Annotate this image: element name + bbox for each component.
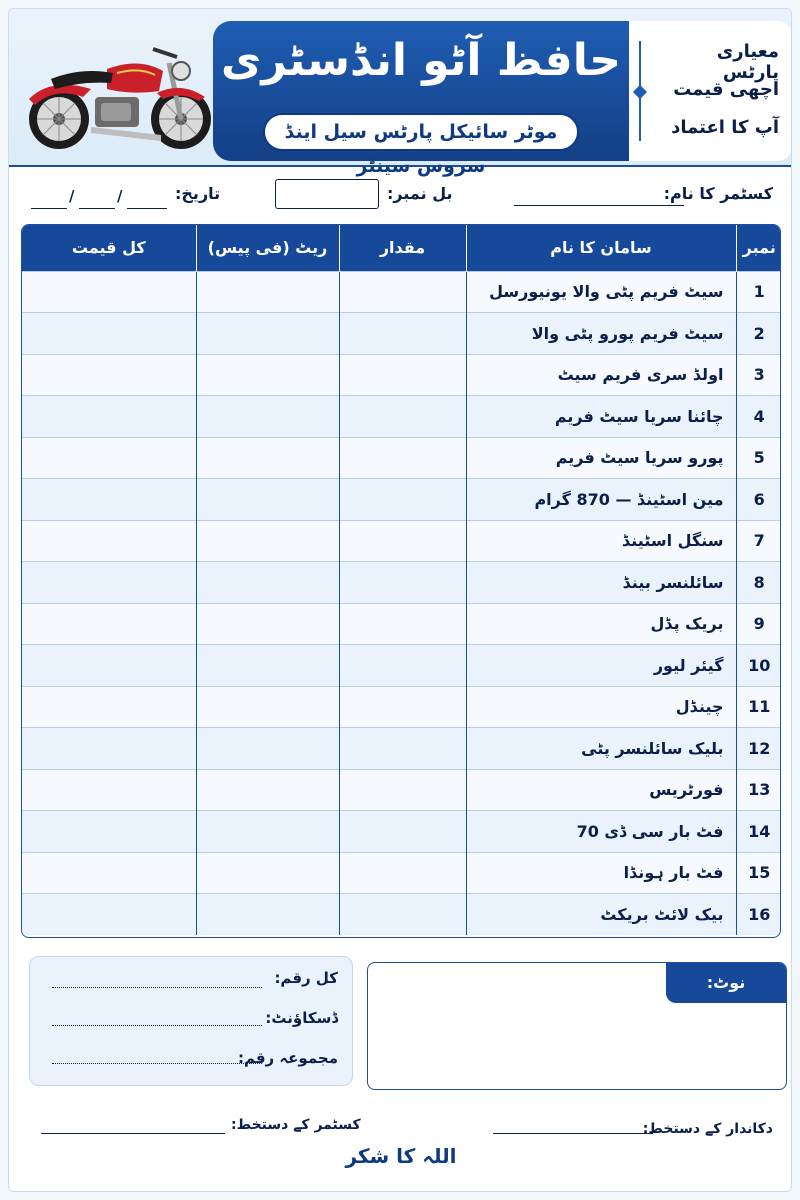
row-item-name: سائلنسر بینڈ [466,562,736,604]
customer-name-label: کسٹمر کا نام: [663,184,773,203]
row-rate-cell[interactable] [196,811,339,853]
bill-number-field[interactable] [275,179,379,209]
date-label: تاریخ: [175,184,221,203]
shop-name: حافظ آٹو انڈسٹری [221,35,621,86]
row-total-cell[interactable] [22,894,196,936]
row-item-name: بیک لائٹ بریکٹ [466,894,736,936]
row-quantity-cell[interactable] [339,603,466,645]
row-total-cell[interactable] [22,313,196,355]
row-total-cell[interactable] [22,354,196,396]
row-quantity-cell[interactable] [339,520,466,562]
row-total-cell[interactable] [22,603,196,645]
row-total-cell[interactable] [22,479,196,521]
shop-title-panel [213,21,629,177]
row-number: 9 [736,603,781,645]
row-number: 4 [736,396,781,438]
row-quantity-cell[interactable] [339,686,466,728]
row-rate-cell[interactable] [196,437,339,479]
row-rate-cell[interactable] [196,769,339,811]
row-rate-cell[interactable] [196,313,339,355]
grand-total-label: مجموعہ رقم: [237,1049,338,1067]
row-rate-cell[interactable] [196,354,339,396]
discount-field[interactable] [52,1025,262,1026]
row-rate-cell[interactable] [196,479,339,521]
table-header-row [22,225,781,271]
table-row [22,852,781,894]
row-item-name: بریک پڈل [466,603,736,645]
row-number: 10 [736,645,781,687]
slogan-3: آپ کا اعتماد [671,117,779,138]
row-total-cell[interactable] [22,437,196,479]
shop-signature-label: دکاندار کے دستخط: [642,1121,773,1137]
table-row [22,728,781,770]
row-rate-cell[interactable] [196,686,339,728]
row-item-name: فٹ بار سی ڈی 70 [466,811,736,853]
row-quantity-cell[interactable] [339,562,466,604]
row-total-cell[interactable] [22,271,196,313]
header [9,9,792,177]
row-number: 3 [736,354,781,396]
invoice-page [8,8,792,1192]
row-rate-cell[interactable] [196,603,339,645]
row-rate-cell[interactable] [196,728,339,770]
thanks-text: اللہ کا شکر [345,1144,457,1168]
row-quantity-cell[interactable] [339,894,466,936]
row-total-cell[interactable] [22,769,196,811]
bill-number-label: بل نمبر: [387,184,453,203]
row-item-name: گیئر لیور [466,645,736,687]
row-item-name: سیٹ فریم پٹی والا یونیورسل [466,271,736,313]
diamond-icon [633,85,647,99]
table-row [22,603,781,645]
header-quantity: مقدار [339,225,466,271]
row-quantity-cell[interactable] [339,396,466,438]
row-quantity-cell[interactable] [339,271,466,313]
row-number: 2 [736,313,781,355]
row-number: 14 [736,811,781,853]
slogan-2: اچھی قیمت [673,79,779,100]
row-item-name: مین اسٹینڈ — 870 گرام [466,479,736,521]
row-rate-cell[interactable] [196,520,339,562]
discount-label: ڈسکاؤنٹ: [265,1009,338,1027]
row-rate-cell[interactable] [196,562,339,604]
row-quantity-cell[interactable] [339,313,466,355]
table-row [22,894,781,936]
row-quantity-cell[interactable] [339,437,466,479]
note-area[interactable] [367,962,787,1090]
row-quantity-cell[interactable] [339,852,466,894]
row-number: 7 [736,520,781,562]
row-quantity-cell[interactable] [339,769,466,811]
header-number: نمبر [736,225,781,271]
row-total-cell[interactable] [22,686,196,728]
table-row [22,769,781,811]
row-number: 12 [736,728,781,770]
row-total-cell[interactable] [22,645,196,687]
row-quantity-cell[interactable] [339,354,466,396]
row-number: 16 [736,894,781,936]
note-label: نوٹ: [666,963,786,1003]
row-rate-cell[interactable] [196,271,339,313]
row-total-cell[interactable] [22,396,196,438]
table-row [22,354,781,396]
row-quantity-cell[interactable] [339,811,466,853]
row-item-name: بلیک سائلنسر پٹی [466,728,736,770]
table-row [22,437,781,479]
table-row [22,520,781,562]
table-row [22,811,781,853]
row-quantity-cell[interactable] [339,728,466,770]
header-item-name: سامان کا نام [466,225,736,271]
row-total-cell[interactable] [22,562,196,604]
row-rate-cell[interactable] [196,894,339,936]
shop-subtitle: موٹر سائیکل پارٹس سیل اینڈ سروس سینٹر [263,113,579,151]
total-amount-field[interactable] [52,987,262,988]
shop-signature-field[interactable] [493,1133,653,1134]
customer-name-field[interactable] [514,205,684,206]
row-rate-cell[interactable] [196,645,339,687]
table-row [22,479,781,521]
slogan-1: معیاری پارٹس [716,41,779,83]
table-row [22,313,781,355]
table-row [22,645,781,687]
header-rate: ریٹ (فی پیس) [196,225,339,271]
row-item-name: سیٹ فریم پورو پٹی والا [466,313,736,355]
row-number: 1 [736,271,781,313]
row-item-name: اولڈ سری فریم سیٹ [466,354,736,396]
grand-total-field[interactable] [52,1063,262,1064]
table-row [22,271,781,313]
totals-panel [29,956,353,1086]
row-rate-cell[interactable] [196,852,339,894]
customer-signature-label: کسٹمر کے دستخط: [231,1117,361,1133]
motorcycle-icon [21,27,217,157]
row-item-name: چائنا سریا سیٹ فریم [466,396,736,438]
row-number: 11 [736,686,781,728]
row-number: 6 [736,479,781,521]
row-quantity-cell[interactable] [339,645,466,687]
row-total-cell[interactable] [22,852,196,894]
row-item-name: فورٹریس [466,769,736,811]
row-number: 8 [736,562,781,604]
header-total: کل قیمت [22,225,196,271]
items-table [21,224,781,938]
row-number: 15 [736,852,781,894]
row-item-name: فٹ بار ہونڈا [466,852,736,894]
row-item-name: سنگل اسٹینڈ [466,520,736,562]
total-amount-label: کل رقم: [274,969,338,987]
row-total-cell[interactable] [22,520,196,562]
row-total-cell[interactable] [22,811,196,853]
row-quantity-cell[interactable] [339,479,466,521]
table-row [22,686,781,728]
row-total-cell[interactable] [22,728,196,770]
table-row [22,562,781,604]
date-field[interactable]: / / [31,189,171,209]
customer-signature-field[interactable] [41,1133,225,1134]
table-row [22,396,781,438]
row-item-name: چینڈل [466,686,736,728]
slogan-panel [629,21,792,161]
row-rate-cell[interactable] [196,396,339,438]
row-number: 13 [736,769,781,811]
row-number: 5 [736,437,781,479]
row-item-name: پورو سریا سیٹ فریم [466,437,736,479]
